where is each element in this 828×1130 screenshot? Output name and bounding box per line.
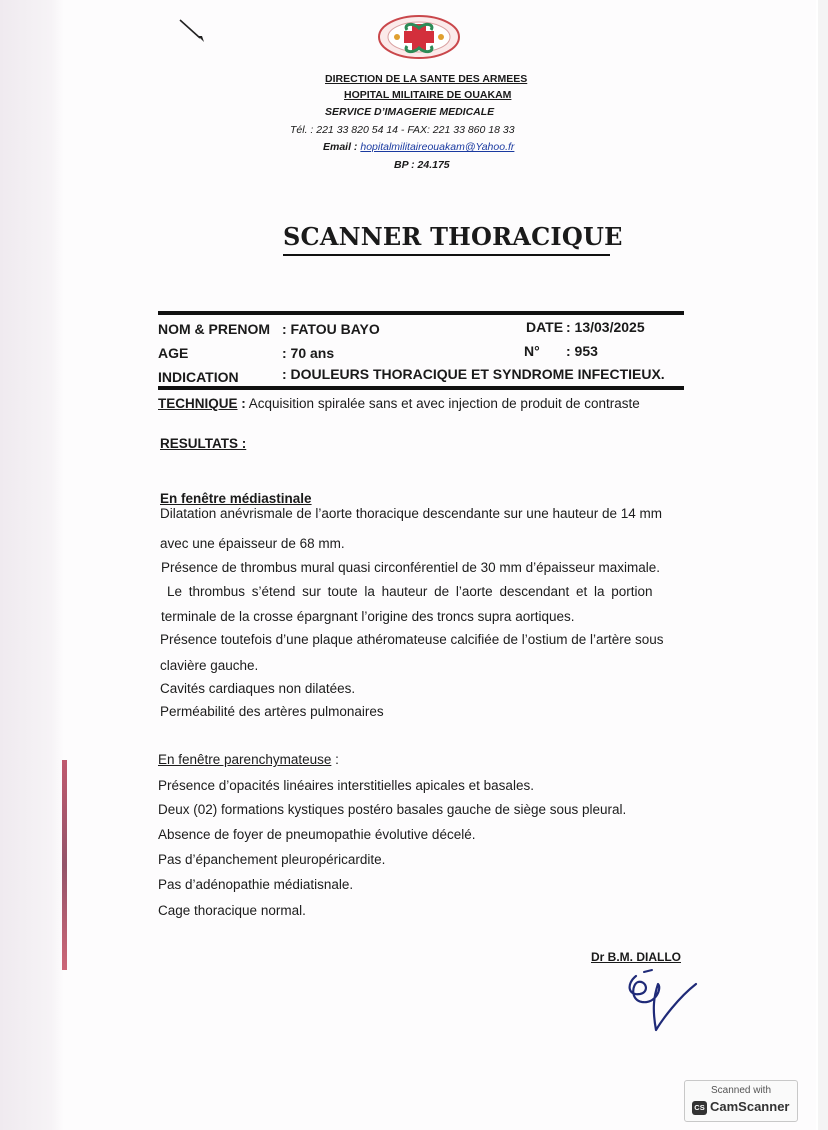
age-label: AGE	[158, 345, 189, 361]
parenchymal-line: Deux (02) formations kystiques postéro basales gauche de siège sous pleural.	[158, 802, 627, 817]
resultats-heading: RESULTATS :	[160, 436, 247, 451]
header-phone: Tél. : 221 33 820 54 14 - FAX: 221 33 860 18 33	[290, 124, 515, 136]
header-email-link[interactable]: hopitalmilitaireouakam@Yahoo.fr	[360, 141, 515, 153]
indication-label: INDICATION	[158, 369, 239, 385]
header-email-label: Email :	[323, 141, 358, 153]
mediastinal-line: Présence toutefois d’une plaque athéromateuse calcifiée de l’ostium de l’artère sous	[160, 632, 664, 647]
patient-box-top-rule	[158, 311, 684, 315]
mediastinal-line: Le thrombus s’étend sur toute la hauteur de l’aorte descendant et la portion	[167, 584, 653, 599]
technique-sep: :	[237, 396, 246, 411]
mediastinal-line: Cavités cardiaques non dilatées.	[160, 681, 356, 696]
parenchymal-heading-sep: :	[331, 752, 339, 767]
parenchymal-line: Cage thoracique normal.	[158, 903, 306, 918]
name-label: NOM & PRENOM	[158, 321, 270, 337]
parenchymal-line: Présence d’opacités linéaires interstitielles apicales et basales.	[158, 778, 534, 793]
mediastinal-line: terminale de la crosse épargnant l’origine des troncs supra aortiques.	[161, 609, 575, 624]
mediastinal-line: Dilatation anévrismale de l’aorte thoracique descendante sur une hauteur de 14 mm	[160, 506, 663, 521]
technique-row	[158, 396, 640, 411]
header-direction: DIRECTION DE LA SANTE DES ARMEES	[325, 73, 528, 85]
indication-value: : DOULEURS THORACIQUE ET SYNDROME INFECTIEUX.	[282, 366, 665, 382]
camscanner-badge	[684, 1080, 798, 1122]
badge-scanned-with: Scanned with	[710, 1085, 772, 1096]
camscanner-logo-icon: CS	[692, 1101, 707, 1115]
mediastinal-line: Présence de thrombus mural quasi circonférentiel de 30 mm d’épaisseur maximale.	[161, 560, 660, 575]
header-bp: BP : 24.175	[394, 159, 450, 171]
header-hospital: HOPITAL MILITAIRE DE OUAKAM	[344, 89, 512, 101]
mediastinal-line: Perméabilité des artères pulmonaires	[160, 704, 384, 719]
handwritten-signature	[622, 966, 702, 1038]
number-label: N°	[524, 343, 540, 359]
age-value: : 70 ans	[282, 345, 335, 361]
title-underline	[283, 254, 610, 256]
number-value: : 953	[566, 343, 598, 359]
page-edge-mark	[62, 760, 67, 970]
parenchymal-heading: En fenêtre parenchymateuse	[158, 752, 332, 767]
hospital-logo	[377, 14, 461, 60]
technique-text: Acquisition spiralée sans et avec injection de produit de contraste	[248, 396, 640, 411]
signer-name: Dr B.M. DIALLO	[591, 950, 681, 964]
date-value: : 13/03/2025	[566, 319, 645, 335]
parenchymal-line: Absence de foyer de pneumopathie évolutive décelé.	[158, 827, 476, 842]
patient-box-bottom-rule	[158, 386, 684, 390]
page-right-edge	[818, 0, 828, 1130]
mediastinal-heading: En fenêtre médiastinale	[160, 491, 312, 506]
badge-camscanner-name: CamScanner	[710, 1099, 790, 1114]
page-shadow	[0, 0, 64, 1130]
date-label: DATE	[526, 319, 564, 335]
technique-label: TECHNIQUE	[158, 396, 238, 411]
pen-stroke-mark	[178, 18, 208, 44]
mediastinal-line: avec une épaisseur de 68 mm.	[160, 536, 345, 551]
parenchymal-heading-row	[158, 752, 339, 767]
name-value: : FATOU BAYO	[282, 321, 380, 337]
document-title: SCANNER THORACIQUE	[283, 222, 623, 251]
parenchymal-line: Pas d’adénopathie médiatisnale.	[158, 877, 354, 892]
header-service: SERVICE D’IMAGERIE MEDICALE	[325, 106, 495, 118]
header-email-row	[323, 141, 514, 153]
mediastinal-line: clavière gauche.	[160, 658, 259, 673]
parenchymal-line: Pas d’épanchement pleuropéricardite.	[158, 852, 386, 867]
